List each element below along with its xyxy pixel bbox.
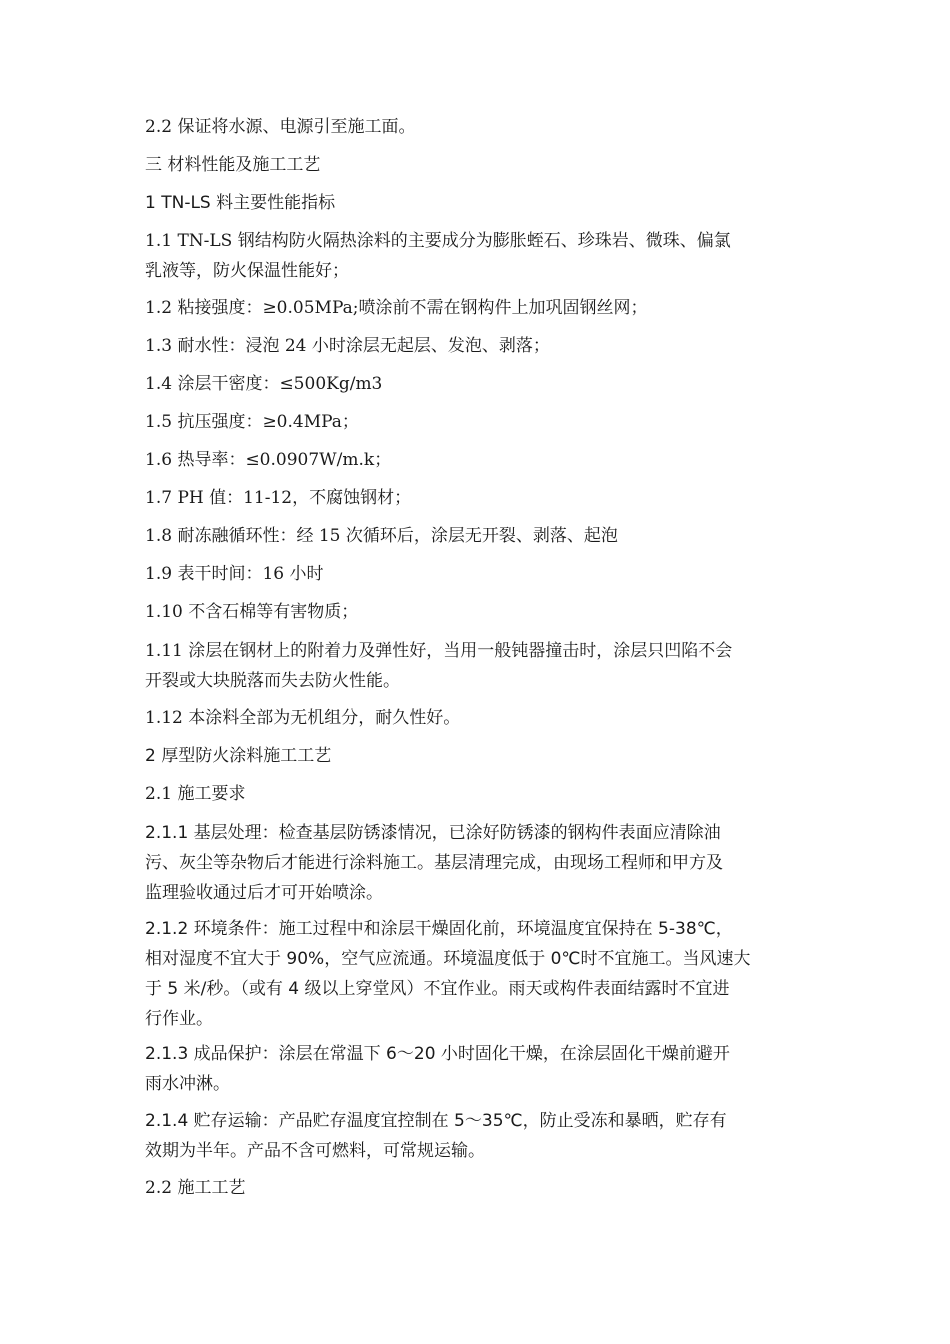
paragraph-line: 1.1 TN-LS 钢结构防火隔热涂料的主要成分为膨胀蛭石、珍珠岩、微珠、偏氯 — [145, 231, 731, 251]
text-line-2-2-water-power: 2.2 保证将水源、电源引至施工面。 — [145, 117, 416, 137]
heading-1-performance: 1 TN-LS 料主要性能指标 — [145, 193, 336, 213]
text-line-1-3: 1.3 耐水性：浸泡 24 小时涂层无起层、发泡、剥落； — [145, 336, 550, 356]
paragraph-1-1 — [145, 226, 810, 286]
text-line-1-12: 1.12 本涂料全部为无机组分，耐久性好。 — [145, 708, 461, 728]
text-line-1-6: 1.6 热导率：≤0.0907W/m.k； — [145, 450, 392, 470]
paragraph-2-1-1 — [145, 818, 810, 908]
heading-2-process: 2 厚型防火涂料施工工艺 — [145, 746, 332, 766]
text-line-1-5: 1.5 抗压强度：≥0.4MPa； — [145, 412, 359, 432]
text-line-1-7: 1.7 PH 值：11-12，不腐蚀钢材； — [145, 488, 412, 508]
paragraph-line: 雨水冲淋。 — [145, 1074, 230, 1094]
paragraph-line: 2.1.2 环境条件：施工过程中和涂层干燥固化前，环境温度宜保持在 5-38℃， — [145, 919, 733, 939]
paragraph-line: 效期为半年。产品不含可燃料，可常规运输。 — [145, 1141, 485, 1161]
section-heading-3: 三 材料性能及施工工艺 — [145, 155, 321, 175]
paragraph-line: 于 5 米/秒。（或有 4 级以上穿堂风）不宜作业。雨天或构件表面结露时不宜进 — [145, 979, 730, 999]
text-line-1-9: 1.9 表干时间：16 小时 — [145, 564, 324, 584]
paragraph-line: 污、灰尘等杂物后才能进行涂料施工。基层清理完成，由现场工程师和甲方及 — [145, 853, 723, 873]
text-line-2-1: 2.1 施工要求 — [145, 784, 246, 804]
paragraph-line: 相对湿度不宜大于 90%，空气应流通。环境温度低于 0℃时不宜施工。当风速大 — [145, 949, 751, 969]
paragraph-line: 1.11 涂层在钢材上的附着力及弹性好，当用一般钝器撞击时，涂层只凹陷不会 — [145, 641, 733, 661]
text-line-1-4: 1.4 涂层干密度：≤500Kg/m3 — [145, 374, 383, 394]
paragraph-line: 2.1.3 成品保护：涂层在常温下 6～20 小时固化干燥，在涂层固化干燥前避开 — [145, 1044, 730, 1064]
paragraph-line: 行作业。 — [145, 1009, 213, 1029]
text-line-1-2: 1.2 粘接强度：≥0.05MPa;喷涂前不需在钢构件上加巩固钢丝网； — [145, 298, 648, 318]
paragraph-line: 2.1.4 贮存运输：产品贮存温度宜控制在 5～35℃，防止受冻和暴晒，贮存有 — [145, 1111, 727, 1131]
paragraph-line: 开裂或大块脱落而失去防火性能。 — [145, 671, 400, 691]
paragraph-2-1-4 — [145, 1106, 810, 1166]
paragraph-line: 2.1.1 基层处理：检查基层防锈漆情况，已涂好防锈漆的钢构件表面应清除油 — [145, 823, 721, 843]
text-line-1-10: 1.10 不含石棉等有害物质； — [145, 602, 359, 622]
paragraph-2-1-3 — [145, 1039, 810, 1099]
text-line-2-2-process: 2.2 施工工艺 — [145, 1178, 246, 1198]
paragraph-line: 乳液等，防火保温性能好； — [145, 261, 349, 281]
paragraph-1-11 — [145, 636, 810, 696]
paragraph-line: 监理验收通过后才可开始喷涂。 — [145, 883, 383, 903]
paragraph-2-1-2 — [145, 914, 810, 1034]
text-line-1-8: 1.8 耐冻融循环性：经 15 次循环后，涂层无开裂、剥落、起泡 — [145, 526, 618, 546]
